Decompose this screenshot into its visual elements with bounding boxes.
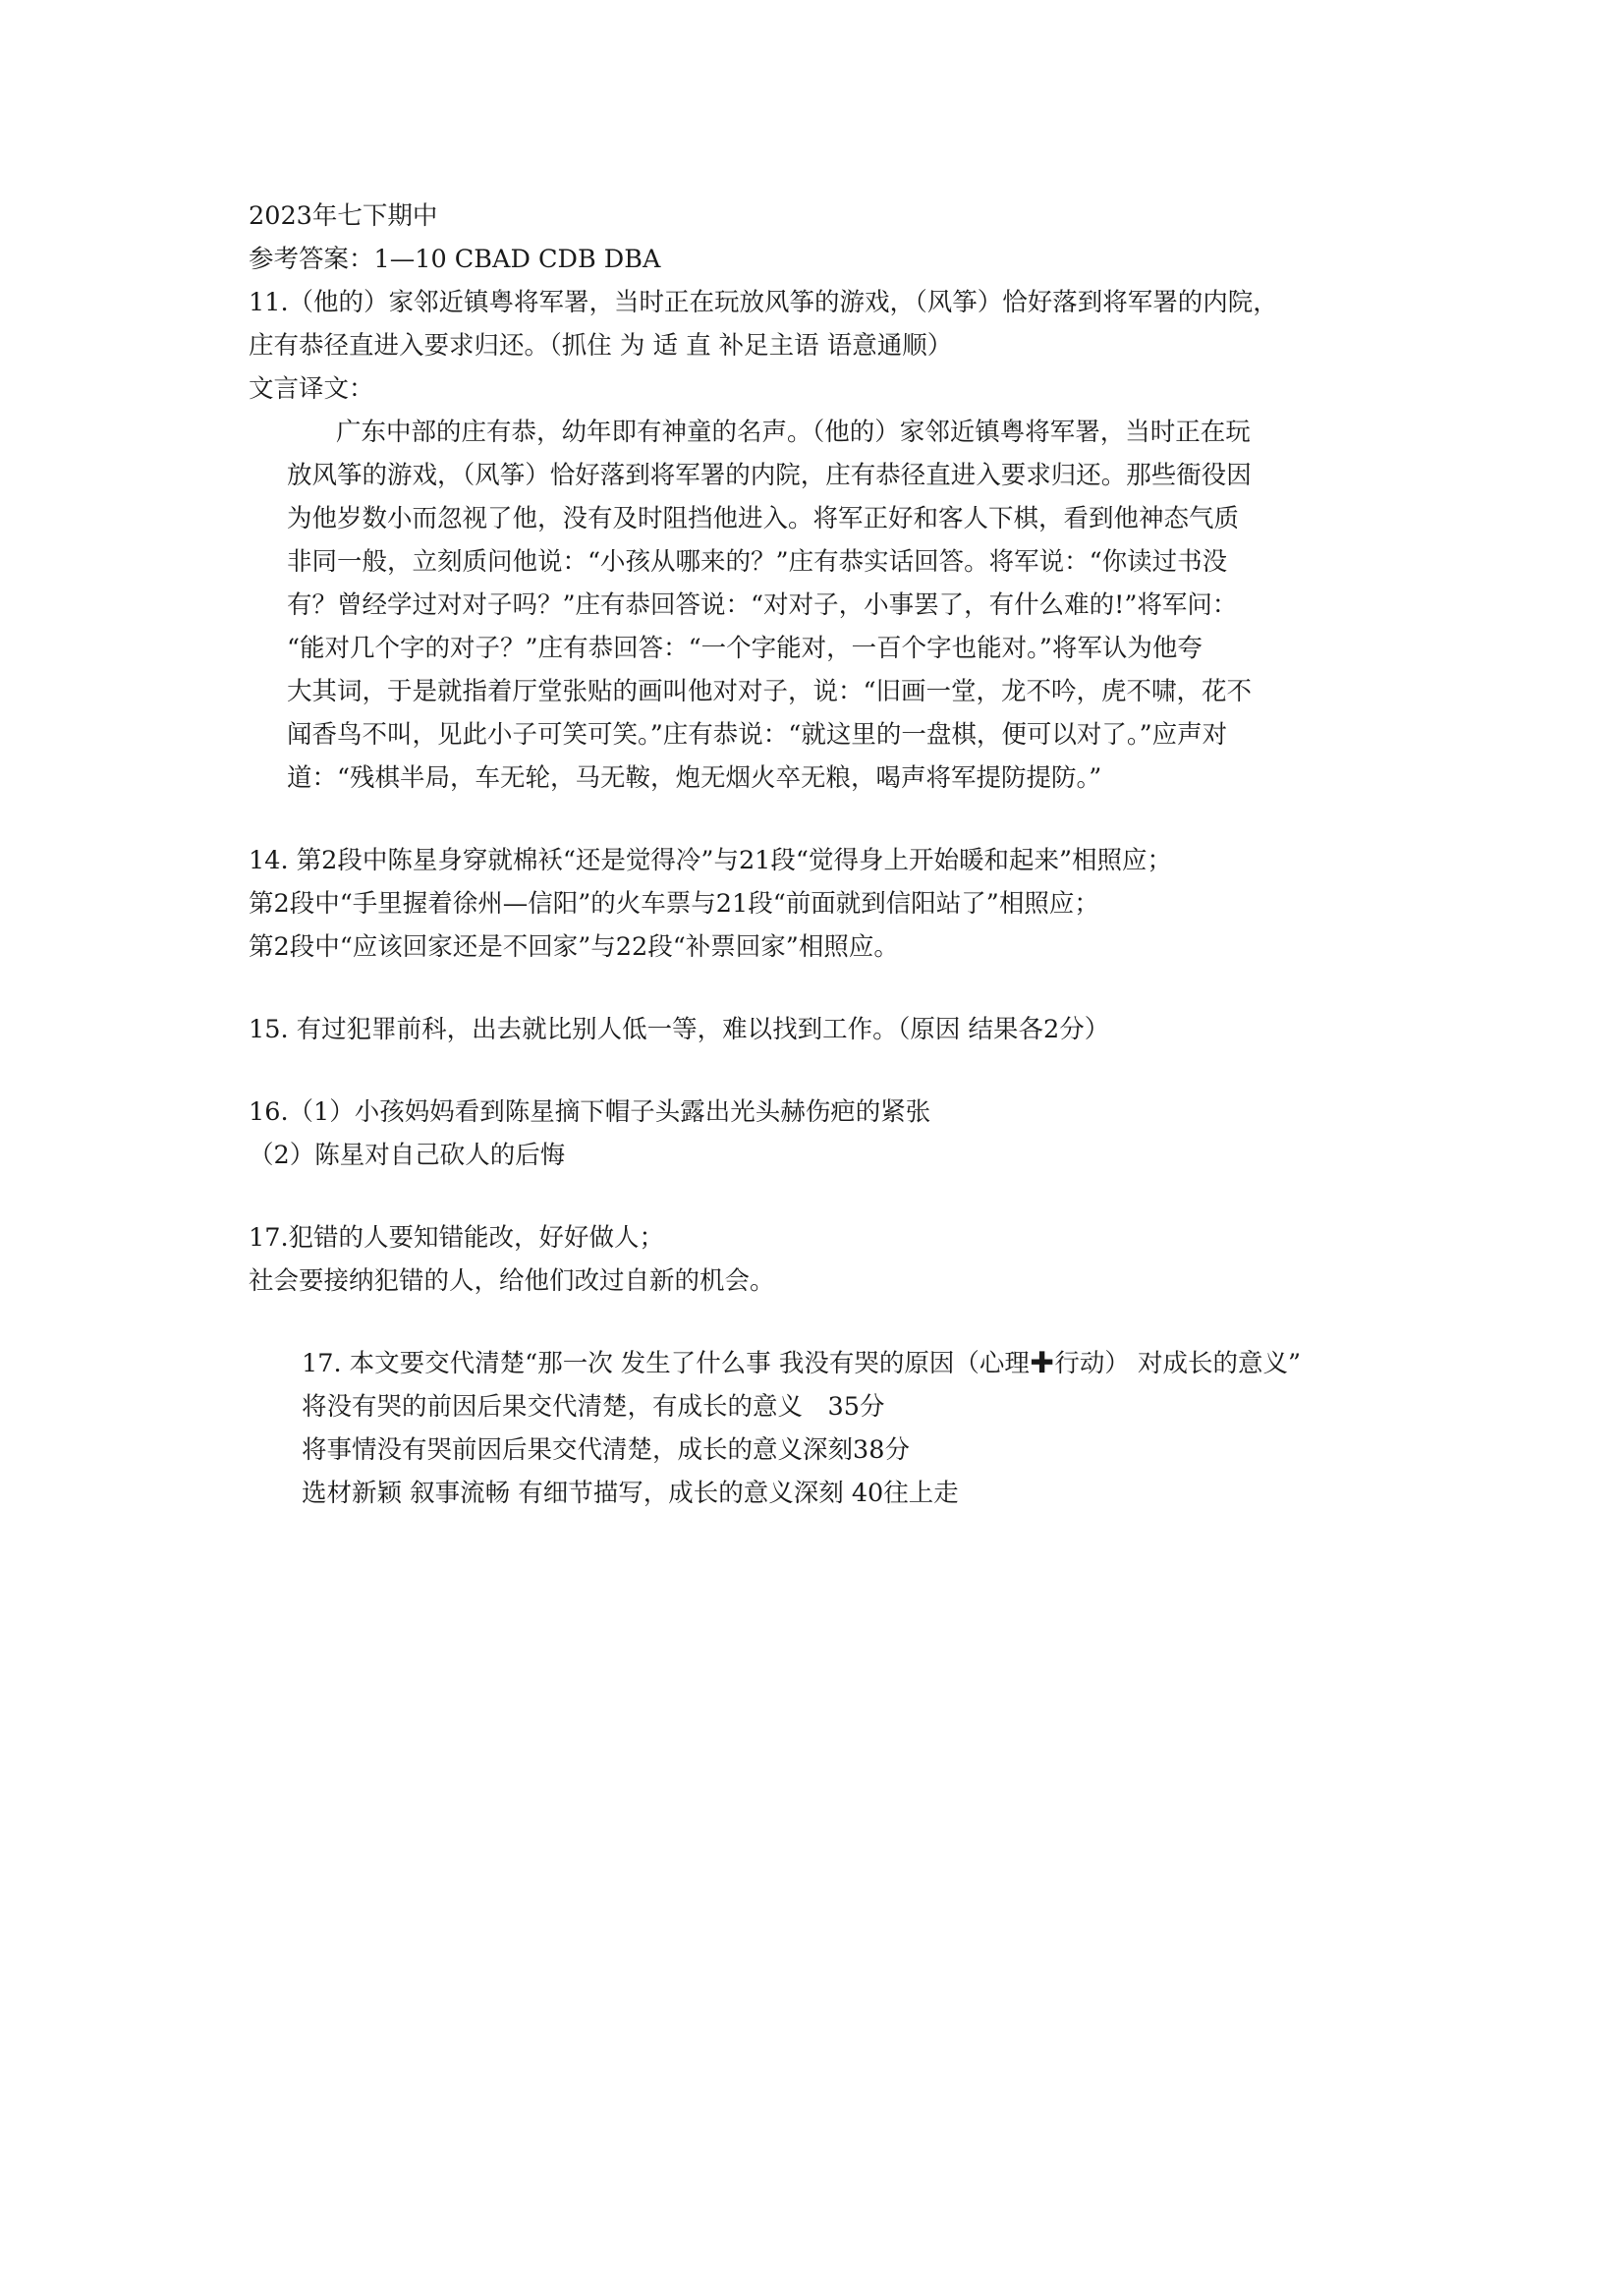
essay-rubric-head: 17. 本文要交代清楚“那一次 发生了什么事 我没有哭的原因（心理✚行动） 对成长的意义”	[302, 1349, 1302, 1378]
q15-answer: 15. 有过犯罪前科，出去就比别人低一等，难以找到工作。（原因 结果各2分）	[249, 1015, 1110, 1044]
q17-line-1: 17.犯错的人要知错能改，好好做人；	[249, 1223, 665, 1253]
translation-line: 闻香鸟不叫，见此小子可笑可笑。”庄有恭说：“就这里的一盘棋，便可以对了。”应声对	[287, 720, 1228, 750]
translation-paragraph	[287, 411, 1387, 800]
translation-line: 非同一般，立刻质问他说：“小孩从哪来的？”庄有恭实话回答。将军说：“你读过书没	[287, 547, 1228, 577]
document-body	[249, 195, 1388, 1515]
essay-rubric-item: 将事情没有哭前因后果交代清楚，成长的意义深刻38分	[302, 1435, 910, 1465]
translation-label: 文言译文：	[249, 374, 374, 404]
translation-line: 有？曾经学过对对子吗？”庄有恭回答说：“对对子，小事罢了，有什么难的!”将军问：	[287, 590, 1238, 620]
translation-line: “能对几个字的对子？”庄有恭回答：“一个字能对，一百个字也能对。”将军认为他夸	[287, 634, 1203, 663]
q11-line-2: 庄有恭径直进入要求归还。（抓住 为 适 直 补足主语 语意通顺）	[249, 331, 953, 361]
essay-rubric-item: 选材新颖 叙事流畅 有细节描写，成长的意义深刻 40往上走	[302, 1479, 959, 1508]
essay-rubric-item: 将没有哭的前因后果交代清楚，有成长的意义 35分	[302, 1392, 885, 1422]
q14-line-3: 第2段中“应该回家还是不回家”与22段“补票回家”相照应。	[249, 932, 899, 962]
translation-line: 大其词，于是就指着厅堂张贴的画叫他对对子，说：“旧画一堂，龙不吟，虎不啸，花不	[287, 677, 1253, 706]
translation-line: 道：“残棋半局，车无轮，马无鞍，炮无烟火卒无粮，喝声将军提防提防。”	[287, 763, 1102, 793]
document-title: 2023年七下期中	[249, 201, 438, 231]
q16-line-1: 16.（1）小孩妈妈看到陈星摘下帽子头露出光头赫伤疤的紧张	[249, 1097, 931, 1127]
q17-line-2: 社会要接纳犯错的人，给他们改过自新的机会。	[249, 1266, 775, 1296]
q11-line-1: 11.（他的）家邻近镇粤将军署，当时正在玩放风筝的游戏，（风筝）恰好落到将军署的内院，	[249, 288, 1278, 317]
q14-line-2: 第2段中“手里握着徐州—信阳”的火车票与21段“前面就到信阳站了”相照应；	[249, 889, 1099, 919]
translation-line: 为他岁数小而忽视了他，没有及时阻挡他进入。将军正好和客人下棋，看到他神态气质	[287, 504, 1240, 533]
q14-line-1: 14. 第2段中陈星身穿就棉袄“还是觉得冷”与21段“觉得身上开始暖和起来”相照应；	[249, 846, 1172, 875]
translation-line: 广东中部的庄有恭，幼年即有神童的名声。（他的）家邻近镇粤将军署，当时正在玩	[336, 418, 1251, 447]
answer-key: 参考答案：1—10 CBAD CDB DBA	[249, 245, 661, 274]
translation-line: 放风筝的游戏，（风筝）恰好落到将军署的内院，庄有恭径直进入要求归还。那些衙役因	[287, 461, 1252, 490]
q16-line-2: （2）陈星对自己砍人的后悔	[249, 1141, 566, 1170]
